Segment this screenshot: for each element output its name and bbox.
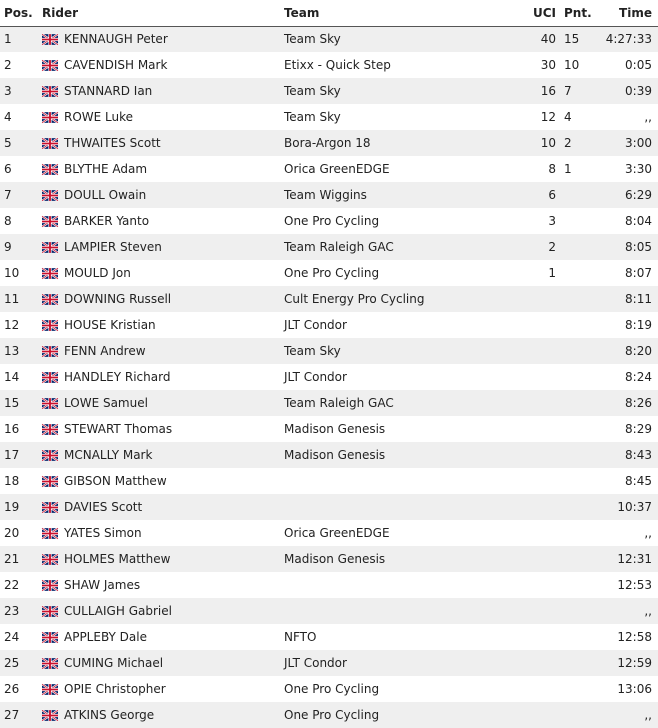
row-points: [556, 546, 596, 572]
row-points: [556, 442, 596, 468]
table-row: [0, 650, 658, 676]
uk-flag-icon: [42, 138, 58, 149]
row-team[interactable]: Team Sky: [284, 344, 341, 358]
row-uci-points: [526, 546, 556, 572]
row-time: 8:26: [625, 396, 652, 410]
table-row: [0, 234, 658, 260]
row-uci-points: [526, 572, 556, 598]
header-row: [0, 0, 658, 26]
table-row: [0, 572, 658, 598]
table-row: [0, 286, 658, 312]
row-time: 8:05: [625, 240, 652, 254]
row-team[interactable]: Cult Energy Pro Cycling: [284, 292, 425, 306]
uk-flag-icon: [42, 86, 58, 97]
row-rider[interactable]: [42, 416, 284, 442]
row-time: ,,: [644, 604, 652, 618]
row-time: 0:05: [625, 58, 652, 72]
row-points: [556, 676, 596, 702]
rider-name-link[interactable]: DOWNING Russell: [64, 292, 172, 306]
row-team[interactable]: Team Raleigh GAC: [284, 396, 394, 410]
uk-flag-icon: [42, 34, 58, 45]
row-position: 3: [4, 84, 12, 98]
row-team[interactable]: Orica GreenEDGE: [284, 162, 390, 176]
rider-name-link[interactable]: BARKER Yanto: [64, 214, 150, 228]
row-uci-points: 6: [548, 188, 556, 202]
rider-name-link[interactable]: LAMPIER Steven: [64, 240, 162, 254]
row-position: 26: [4, 682, 20, 696]
rider-name-link[interactable]: MOULD Jon: [64, 266, 131, 280]
row-team[interactable]: Orica GreenEDGE: [284, 526, 390, 540]
row-team[interactable]: [284, 572, 526, 598]
rider-name-link[interactable]: CULLAIGH Gabriel: [64, 604, 172, 618]
rider-name-link[interactable]: ATKINS George: [64, 708, 155, 722]
row-rider[interactable]: [42, 520, 284, 546]
row-position: 2: [4, 58, 12, 72]
row-position: 20: [4, 526, 20, 540]
row-team[interactable]: One Pro Cycling: [284, 214, 380, 228]
row-rider[interactable]: [42, 494, 284, 520]
row-rider[interactable]: [42, 78, 284, 104]
rider-name-link[interactable]: MCNALLY Mark: [64, 448, 153, 462]
uk-flag-icon: [42, 346, 58, 357]
uk-flag-icon: [42, 190, 58, 201]
row-position: 16: [4, 422, 20, 436]
row-uci-points: [526, 286, 556, 312]
row-position: 5: [4, 136, 12, 150]
row-points: [556, 338, 596, 364]
row-position: 6: [4, 162, 12, 176]
row-uci-points: 3: [548, 214, 556, 228]
row-time: 8:45: [625, 474, 652, 488]
row-rider[interactable]: [42, 52, 284, 78]
table-row: [0, 624, 658, 650]
uk-flag-icon: [42, 398, 58, 409]
row-position: 23: [4, 604, 20, 618]
uk-flag-icon: [42, 502, 58, 513]
row-position: 1: [4, 32, 12, 47]
row-team[interactable]: Bora-Argon 18: [284, 136, 371, 150]
row-rider[interactable]: [42, 156, 284, 182]
table-row: [0, 364, 658, 390]
row-position: 10: [4, 266, 20, 280]
row-position: 11: [4, 292, 20, 306]
row-position: 21: [4, 552, 20, 566]
row-position: 22: [4, 578, 20, 592]
row-team[interactable]: JLT Condor: [284, 318, 347, 332]
row-points: 15: [564, 32, 580, 47]
row-time: 12:58: [617, 630, 652, 644]
row-points: [556, 520, 596, 546]
uk-flag-icon: [42, 710, 58, 721]
row-rider[interactable]: [42, 468, 284, 494]
row-rider[interactable]: [42, 364, 284, 390]
rider-name-link[interactable]: FENN Andrew: [64, 344, 146, 358]
row-team[interactable]: Team Wiggins: [284, 188, 367, 202]
rider-name-link[interactable]: THWAITES Scott: [64, 136, 161, 150]
row-team[interactable]: [284, 468, 526, 494]
row-uci-points: [526, 442, 556, 468]
row-rider[interactable]: [42, 650, 284, 676]
uk-flag-icon: [42, 320, 58, 331]
row-position: 24: [4, 630, 20, 644]
row-time: 0:39: [625, 84, 652, 98]
rider-name-link[interactable]: DAVIES Scott: [64, 500, 143, 514]
row-time: 8:20: [625, 344, 652, 358]
row-team[interactable]: One Pro Cycling: [284, 682, 380, 696]
row-rider[interactable]: [42, 702, 284, 728]
row-uci-points: [526, 338, 556, 364]
rider-name-link[interactable]: HANDLEY Richard: [64, 370, 171, 384]
row-uci-points: 2: [548, 240, 556, 254]
row-points: [556, 234, 596, 260]
table-row: [0, 104, 658, 130]
row-position: 7: [4, 188, 12, 202]
rider-name-link[interactable]: CUMING Michael: [64, 656, 164, 670]
row-time: 8:11: [625, 292, 652, 306]
table-row: [0, 416, 658, 442]
table-row: [0, 520, 658, 546]
row-uci-points: [526, 676, 556, 702]
header-pos: Pos.: [4, 5, 33, 20]
row-uci-points: 10: [540, 136, 556, 150]
row-rider[interactable]: [42, 286, 284, 312]
results-table-body: [0, 26, 658, 728]
table-row: [0, 702, 658, 728]
table-row: [0, 52, 658, 78]
row-team[interactable]: One Pro Cycling: [284, 708, 380, 722]
row-rider[interactable]: [42, 546, 284, 572]
row-position: 27: [4, 708, 20, 722]
rider-name-link[interactable]: STEWART Thomas: [64, 422, 173, 436]
row-points: [556, 312, 596, 338]
row-uci-points: [526, 364, 556, 390]
row-points: [556, 702, 596, 728]
row-uci-points: 1: [548, 266, 556, 280]
table-row: [0, 468, 658, 494]
row-points: [556, 624, 596, 650]
row-team[interactable]: Madison Genesis: [284, 448, 386, 462]
row-uci-points: [526, 702, 556, 728]
row-points: 10: [564, 58, 580, 72]
uk-flag-icon: [42, 528, 58, 539]
row-time: 8:04: [625, 214, 652, 228]
row-rider[interactable]: [42, 624, 284, 650]
row-rider[interactable]: [42, 442, 284, 468]
uk-flag-icon: [42, 658, 58, 669]
header-uci: UCI: [532, 5, 556, 20]
header-pnt: Pnt.: [564, 5, 592, 20]
row-time: 13:06: [617, 682, 652, 696]
row-position: 19: [4, 500, 20, 514]
uk-flag-icon: [42, 164, 58, 175]
row-position: 9: [4, 240, 12, 254]
row-rider[interactable]: [42, 312, 284, 338]
rider-name-link[interactable]: APPLEBY Dale: [64, 630, 147, 644]
row-position: 25: [4, 656, 20, 670]
table-row: [0, 208, 658, 234]
table-row: [0, 338, 658, 364]
row-rider[interactable]: [42, 130, 284, 156]
row-points: 1: [564, 162, 572, 176]
uk-flag-icon: [42, 476, 58, 487]
row-position: 13: [4, 344, 20, 358]
row-time: 3:00: [625, 136, 652, 150]
rider-name-link[interactable]: BLYTHE Adam: [64, 162, 148, 176]
uk-flag-icon: [42, 268, 58, 279]
row-team[interactable]: Team Sky: [284, 110, 341, 124]
uk-flag-icon: [42, 632, 58, 643]
row-uci-points: [526, 598, 556, 624]
rider-name-link[interactable]: OPIE Christopher: [64, 682, 166, 696]
rider-name-link[interactable]: DOULL Owain: [64, 188, 147, 202]
row-rider[interactable]: [42, 338, 284, 364]
table-row: [0, 598, 658, 624]
row-points: 4: [564, 110, 572, 124]
uk-flag-icon: [42, 372, 58, 383]
row-position: 17: [4, 448, 20, 462]
row-points: [556, 494, 596, 520]
uk-flag-icon: [42, 684, 58, 695]
rider-name-link[interactable]: SHAW James: [64, 578, 141, 592]
row-time: 12:31: [617, 552, 652, 566]
row-uci-points: [526, 416, 556, 442]
row-points: [556, 598, 596, 624]
row-team[interactable]: Team Sky: [284, 84, 341, 98]
table-row: [0, 494, 658, 520]
row-uci-points: [526, 494, 556, 520]
row-position: 4: [4, 110, 12, 124]
uk-flag-icon: [42, 216, 58, 227]
row-time: ,,: [644, 526, 652, 540]
row-points: [556, 364, 596, 390]
rider-name-link[interactable]: HOUSE Kristian: [64, 318, 156, 332]
row-position: 14: [4, 370, 20, 384]
row-uci-points: [526, 624, 556, 650]
row-rider[interactable]: [42, 260, 284, 286]
row-points: [556, 260, 596, 286]
table-row: [0, 546, 658, 572]
table-row: [0, 182, 658, 208]
row-time: ,,: [644, 708, 652, 722]
row-rider[interactable]: [42, 104, 284, 130]
rider-name-link[interactable]: KENNAUGH Peter: [64, 32, 168, 47]
uk-flag-icon: [42, 294, 58, 305]
row-rider[interactable]: [42, 572, 284, 598]
row-uci-points: 8: [548, 162, 556, 176]
table-row: [0, 676, 658, 702]
row-time: 4:27:33: [605, 32, 652, 47]
row-uci-points: 30: [540, 58, 556, 72]
table-row: [0, 442, 658, 468]
row-uci-points: [526, 468, 556, 494]
header-team: Team: [284, 5, 320, 20]
row-position: 18: [4, 474, 20, 488]
row-team[interactable]: JLT Condor: [284, 656, 347, 670]
uk-flag-icon: [42, 606, 58, 617]
row-points: [556, 208, 596, 234]
rider-name-link[interactable]: STANNARD Ian: [64, 84, 153, 98]
header-time: Time: [619, 5, 652, 20]
uk-flag-icon: [42, 112, 58, 123]
row-time: 12:53: [617, 578, 652, 592]
table-row: [0, 78, 658, 104]
row-team[interactable]: Team Sky: [284, 32, 341, 47]
row-time: 8:29: [625, 422, 652, 436]
row-position: 8: [4, 214, 12, 228]
uk-flag-icon: [42, 242, 58, 253]
row-uci-points: 40: [540, 32, 556, 47]
row-points: [556, 286, 596, 312]
row-points: [556, 390, 596, 416]
row-time: 8:07: [625, 266, 652, 280]
row-points: [556, 572, 596, 598]
row-rider[interactable]: [42, 598, 284, 624]
row-rider[interactable]: [42, 26, 284, 52]
row-uci-points: [526, 520, 556, 546]
row-points: 2: [564, 136, 572, 150]
row-team[interactable]: [284, 494, 526, 520]
row-team[interactable]: NFTO: [284, 630, 317, 644]
row-rider[interactable]: [42, 182, 284, 208]
row-points: 7: [564, 84, 572, 98]
table-row: [0, 390, 658, 416]
row-team[interactable]: [284, 598, 526, 624]
uk-flag-icon: [42, 580, 58, 591]
header-rider: Rider: [42, 5, 78, 20]
row-time: 8:19: [625, 318, 652, 332]
row-rider[interactable]: [42, 234, 284, 260]
row-rider[interactable]: [42, 208, 284, 234]
row-uci-points: 16: [540, 84, 556, 98]
row-uci-points: [526, 650, 556, 676]
rider-name-link[interactable]: GIBSON Matthew: [64, 474, 167, 488]
rider-name-link[interactable]: LOWE Samuel: [64, 396, 148, 410]
row-time: 6:29: [625, 188, 652, 202]
uk-flag-icon: [42, 60, 58, 71]
row-rider[interactable]: [42, 390, 284, 416]
rider-name-link[interactable]: ROWE Luke: [64, 110, 134, 124]
row-team[interactable]: Madison Genesis: [284, 422, 386, 436]
row-time: 12:59: [617, 656, 652, 670]
table-row: [0, 312, 658, 338]
uk-flag-icon: [42, 554, 58, 565]
row-uci-points: 12: [540, 110, 556, 124]
row-team[interactable]: Etixx - Quick Step: [284, 58, 391, 72]
results-table-header: [0, 0, 658, 26]
rider-name-link[interactable]: HOLMES Matthew: [64, 552, 171, 566]
rider-name-link[interactable]: CAVENDISH Mark: [64, 58, 168, 72]
row-rider[interactable]: [42, 676, 284, 702]
row-points: [556, 468, 596, 494]
table-row: [0, 260, 658, 286]
row-team[interactable]: Team Raleigh GAC: [284, 240, 394, 254]
row-uci-points: [526, 312, 556, 338]
row-position: 15: [4, 396, 20, 410]
row-team[interactable]: JLT Condor: [284, 370, 347, 384]
rider-name-link[interactable]: YATES Simon: [64, 526, 142, 540]
row-time: 10:37: [617, 500, 652, 514]
uk-flag-icon: [42, 450, 58, 461]
row-points: [556, 416, 596, 442]
table-row: [0, 26, 658, 52]
uk-flag-icon: [42, 424, 58, 435]
row-time: ,,: [644, 110, 652, 124]
row-time: 8:24: [625, 370, 652, 384]
row-position: 12: [4, 318, 20, 332]
table-row: [0, 130, 658, 156]
row-team[interactable]: One Pro Cycling: [284, 266, 380, 280]
table-row: [0, 156, 658, 182]
row-team[interactable]: Madison Genesis: [284, 552, 386, 566]
row-uci-points: [526, 390, 556, 416]
row-points: [556, 650, 596, 676]
row-time: 3:30: [625, 162, 652, 176]
row-points: [556, 182, 596, 208]
row-time: 8:43: [625, 448, 652, 462]
